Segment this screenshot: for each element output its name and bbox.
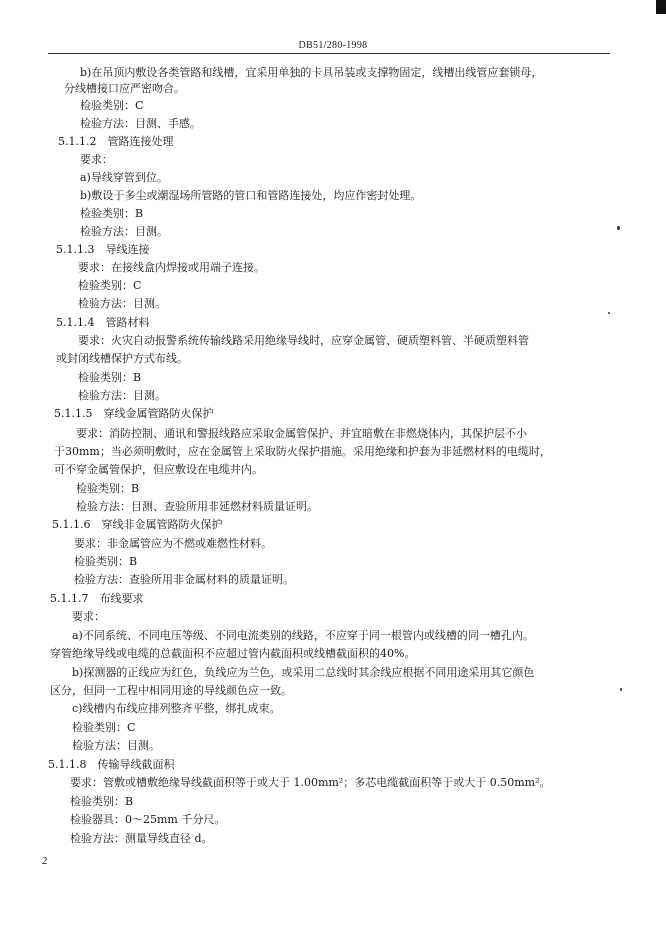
- text-line: 检验类别：C: [80, 99, 144, 112]
- text-line: 要求：在接线盒内焊接或用端子连接。: [78, 261, 265, 274]
- text-line: 检验类别：C: [72, 721, 136, 734]
- text-line: 要求：管敷或槽敷绝缘导线截面积等于或大于 1.00mm²；多芯电缆截面积等于或大于 0.50mm²。: [70, 776, 551, 789]
- section-heading: 5.1.1.7 布线要求: [50, 592, 144, 605]
- text-line: 要求：: [72, 610, 105, 623]
- text-line: 检验方法：目测、查验所用非延燃材料质量证明。: [76, 500, 318, 513]
- header-rule: [48, 53, 610, 54]
- text-line: 要求：非金属管应为不燃或难燃性材料。: [74, 537, 272, 550]
- document-code: DB51/280-1998: [298, 40, 368, 51]
- text-line: c)线槽内布线应排列整齐平整，绑扎成束。: [72, 702, 281, 715]
- text-line: 检验方法：查验所用非金属材料的质量证明。: [74, 573, 294, 586]
- text-line: 要求：消防控制、通讯和警报线路应采取金属管保护、并宜暗敷在非燃烧体内，其保护层不小: [76, 427, 527, 440]
- section-heading: 5.1.1.3 导线连接: [56, 243, 150, 256]
- text-line: 检验类别：B: [74, 555, 138, 568]
- scan-speck: [608, 312, 610, 314]
- section-heading: 5.1.1.2 管路连接处理: [58, 135, 174, 148]
- section-heading: 5.1.1.8 传输导线截面积: [48, 758, 175, 771]
- scan-edge-mark: [656, 0, 666, 14]
- section-heading: 5.1.1.4 管路材料: [56, 316, 150, 329]
- text-line: 分线槽接口应严密吻合。: [64, 82, 185, 95]
- text-line: a)导线穿管到位。: [80, 171, 168, 184]
- text-line: 检验类别：B: [76, 482, 140, 495]
- text-line: 要求：: [80, 153, 113, 166]
- text-line: 检验器具：0～25mm 千分尺。: [70, 813, 226, 826]
- text-line: b)在吊顶内敷设各类管路和线槽，宜采用单独的卡具吊装或支撑物固定，线槽出线管应套锁母，: [80, 66, 543, 79]
- text-line: 检验类别：B: [80, 207, 144, 220]
- text-line: 检验方法：目测。: [72, 739, 160, 752]
- text-line: 区分，但同一工程中相同用途的导线颜色应一致。: [50, 684, 292, 697]
- scan-speck: [617, 226, 620, 230]
- text-line: b)敷设于多尘或潮湿场所管路的管口和管路连接处，均应作密封处理。: [80, 189, 422, 202]
- text-line: 检验方法：目测。: [80, 225, 168, 238]
- text-line: 检验方法：目测。: [78, 389, 166, 402]
- text-line: 要求：火灾自动报警系统传输线路采用绝缘导线时，应穿金属管、硬质塑料管、半硬质塑料管: [78, 334, 529, 347]
- text-line: 可不穿金属管保护，但应敷设在电缆井内。: [54, 463, 263, 476]
- text-line: 检验方法：测量导线直径 d。: [70, 832, 213, 845]
- text-line: 于30mm；当必须明敷时，应在金属管上采取防火保护措施。采用绝缘和护套为非延燃材料的电缆时，: [54, 445, 551, 458]
- text-line: 穿管绝缘导线或电缆的总截面积不应超过管内截面积或线槽截面积的40%。: [50, 647, 416, 660]
- scan-speck: [620, 688, 622, 691]
- text-line: 检验类别：B: [70, 795, 134, 808]
- text-line: 或封闭线槽保护方式布线。: [56, 352, 188, 365]
- section-heading: 5.1.1.5 穿线金属管路防火保护: [54, 407, 214, 420]
- text-line: 检验方法：目测、手感。: [80, 117, 201, 130]
- text-line: 检验方法：目测。: [78, 297, 166, 310]
- text-line: 检验类别：C: [78, 279, 142, 292]
- section-heading: 5.1.1.6 穿线非金属管路防火保护: [52, 518, 223, 531]
- text-line: b)探测器的正线应为红色，负线应为兰色，或采用二总线时其余线应根据不同用途采用其它颜色: [72, 666, 535, 679]
- text-line: 检验类别：B: [78, 371, 142, 384]
- text-line: a)不同系统、不同电压等级、不同电流类别的线路，不应穿于同一根管内或线槽的同一槽孔内。: [72, 629, 534, 642]
- page-number: 2: [42, 855, 48, 867]
